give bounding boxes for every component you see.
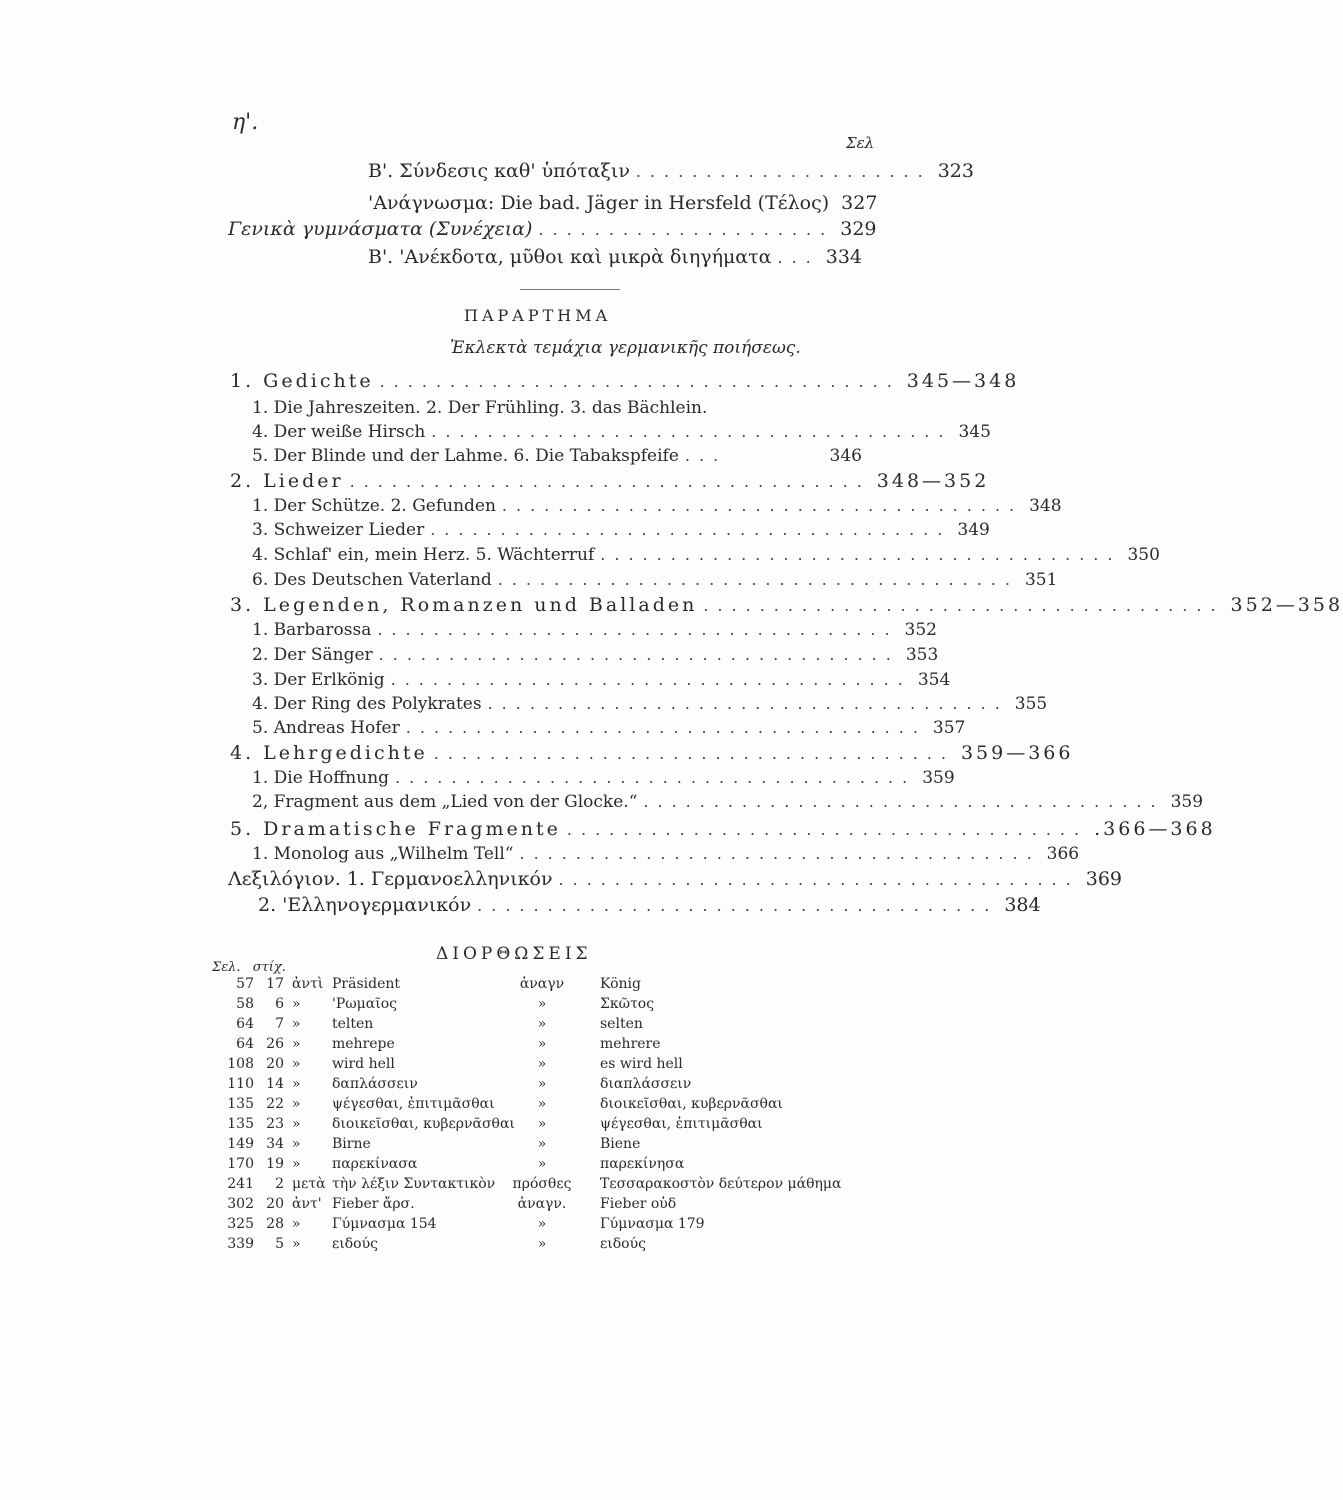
leader-dots: ..................................... xyxy=(377,620,899,639)
entry-label: 5. Andreas Hofer xyxy=(252,718,400,738)
entry-label: 3. Legenden, Romanzen und Balladen xyxy=(230,594,698,616)
errata-corr: πρόσθες xyxy=(512,1176,572,1192)
section-row xyxy=(230,742,1074,764)
leader-dots: ..................................... xyxy=(497,570,1019,589)
errata-corr: » xyxy=(537,1156,547,1172)
entry-label: 4. Der weiße Hirsch xyxy=(252,422,426,442)
entry-row xyxy=(252,496,1062,516)
entry-label: 4. Lehrgedichte xyxy=(230,742,428,764)
entry-row xyxy=(252,645,939,665)
leader-dots: ..................................... xyxy=(433,744,955,763)
section-row xyxy=(230,370,1020,392)
errata-corr: » xyxy=(537,1096,547,1112)
toc-label: 'Ανάγνωσμα: Die bad. Jäger in Hersfeld (Τέλος) xyxy=(368,192,830,214)
leader-dots: ..................................... xyxy=(378,645,900,664)
errata-page: 135 xyxy=(227,1096,254,1112)
errata-instead: » xyxy=(292,1156,301,1172)
errata-page: 64 xyxy=(236,1036,254,1052)
entry-row xyxy=(252,844,1080,864)
errata-line: 17 xyxy=(266,976,284,992)
entry-page: 353 xyxy=(905,645,939,665)
errata-row xyxy=(212,1176,862,1194)
errata-corr: » xyxy=(537,1236,547,1252)
leader-dots: ..................................... xyxy=(431,422,953,441)
errata-wrong: Birne xyxy=(332,1136,371,1152)
errata-line: 20 xyxy=(266,1056,284,1072)
leader-dots: ..................................... xyxy=(390,670,912,689)
errata-row xyxy=(212,1016,862,1034)
errata-instead: ἀντὶ xyxy=(292,976,324,992)
entry-label: 2. 'Ελληνογερμανικόν xyxy=(258,894,472,916)
errata-row xyxy=(212,1036,862,1054)
errata-right: Biene xyxy=(600,1136,641,1152)
entry-row xyxy=(252,694,1048,714)
errata-row xyxy=(212,1236,862,1254)
errata-page: 241 xyxy=(227,1176,254,1192)
errata-instead: » xyxy=(292,1036,301,1052)
errata-wrong: παρεκίνασα xyxy=(332,1156,418,1172)
leader-dots: ..................................... xyxy=(379,372,901,391)
entry-row xyxy=(252,718,966,738)
leader-dots: ..................................... xyxy=(405,718,927,737)
toc-page: 323 xyxy=(937,160,974,182)
entry-page: 348 xyxy=(1029,496,1062,516)
errata-corr: » xyxy=(537,1076,547,1092)
errata-page: 108 xyxy=(227,1056,254,1072)
entry-row xyxy=(252,446,862,466)
leader-dots: ..................................... xyxy=(430,520,952,539)
leader-dots: ..................................... xyxy=(643,792,1165,811)
errata-line: 19 xyxy=(266,1156,284,1172)
errata-line: 2 xyxy=(275,1176,284,1192)
errata-wrong: διοικεῖσθαι, κυβερνᾶσθαι xyxy=(332,1116,515,1132)
errata-instead: » xyxy=(292,1116,301,1132)
errata-corr: ἀναγν. xyxy=(517,1196,567,1212)
errata-right: διοικεῖσθαι, κυβερνᾶσθαι xyxy=(600,1096,783,1112)
entry-label: 2. Lieder xyxy=(230,470,344,492)
errata-row xyxy=(212,1156,862,1174)
leader-dots: ..................................... xyxy=(349,472,871,491)
errata-row xyxy=(212,1116,862,1134)
leader-dots: ..................................... xyxy=(477,896,999,915)
entry-page: 369 xyxy=(1085,868,1122,890)
entry-page: 357 xyxy=(932,718,966,738)
errata-page: 302 xyxy=(227,1196,254,1212)
entry-label: 2. Der Sänger xyxy=(252,645,373,665)
section-row xyxy=(230,818,1216,840)
entry-label: Λεξιλόγιον. 1. Γερμανοελληνικόν xyxy=(228,868,553,890)
errata-line: 22 xyxy=(266,1096,284,1112)
toc-page: 327 xyxy=(841,192,878,214)
entry-page: .366—368 xyxy=(1094,818,1216,840)
errata-row xyxy=(212,1216,862,1234)
entry-page: 348—352 xyxy=(876,470,990,492)
errata-wrong: ειδούς xyxy=(332,1236,378,1252)
errata-right: es wird hell xyxy=(600,1056,683,1072)
errata-page: 58 xyxy=(236,996,254,1012)
errata-row xyxy=(212,1136,862,1154)
errata-row xyxy=(212,1096,862,1114)
leader-dots: ..................................... xyxy=(519,844,1041,863)
errata-right: Σκῶτος xyxy=(600,996,655,1012)
errata-wrong: Γύμνασμα 154 xyxy=(332,1216,437,1232)
entry-label: 3. Schweizer Lieder xyxy=(252,520,425,540)
entry-label: 1. Die Jahreszeiten. 2. Der Frühling. 3. das Bächlein. xyxy=(252,398,708,418)
toc-label: B'. 'Ανέκδοτα, μῦθοι καὶ μικρὰ διηγήματα xyxy=(368,246,772,268)
errata-corr: » xyxy=(537,996,547,1012)
entry-label: 3. Der Erlkönig xyxy=(252,670,385,690)
errata-right: Γύμνασμα 179 xyxy=(600,1216,705,1232)
toc-row xyxy=(368,160,974,182)
toc-label: B'. Σύνδεσις καθ' ὑπόταξιν xyxy=(368,160,630,182)
errata-header xyxy=(212,960,286,975)
errata-right: Fieber οὐδ xyxy=(600,1196,677,1212)
leader-dots: ..................................... xyxy=(395,768,917,787)
errata-line: 26 xyxy=(266,1036,284,1052)
entry-row xyxy=(252,768,955,788)
errata-page: 170 xyxy=(227,1156,254,1172)
entry-page: 355 xyxy=(1014,694,1048,714)
errata-line: 5 xyxy=(275,1236,284,1252)
errata-wrong: mehrepe xyxy=(332,1036,395,1052)
toc-row xyxy=(368,246,862,268)
errata-instead: » xyxy=(292,1236,301,1252)
entry-page: 354 xyxy=(917,670,951,690)
errata-wrong: δαπλάσσειν xyxy=(332,1076,418,1092)
entry-row xyxy=(252,545,1160,565)
errata-right: Τεσσαρακοστὸν δεύτερον μάθημα xyxy=(600,1176,842,1192)
errata-row xyxy=(212,996,862,1014)
errata-row xyxy=(212,976,862,994)
section-row xyxy=(230,470,990,492)
errata-line: 6 xyxy=(275,996,284,1012)
errata-line: 23 xyxy=(266,1116,284,1132)
errata-page: 110 xyxy=(227,1076,254,1092)
leader-dots: ..................................... xyxy=(501,496,1024,515)
errata-right: ψέγεσθαι, ἐπιτιμᾶσθαι xyxy=(600,1116,763,1132)
errata-page: 339 xyxy=(227,1236,254,1252)
errata-line: 14 xyxy=(266,1076,284,1092)
leader-dots: ..................... xyxy=(538,220,835,239)
entry-row xyxy=(252,670,951,690)
toc-page: 329 xyxy=(840,218,877,240)
errata-corr: » xyxy=(537,1036,547,1052)
entry-page: 349 xyxy=(957,520,990,540)
entry-page: 345 xyxy=(958,422,991,442)
entry-label: 2, Fragment aus dem „Lied von der Glocke.“ xyxy=(252,792,638,812)
entry-label: 4. Schlaf' ein, mein Herz. 5. Wächterruf xyxy=(252,545,595,565)
errata-line: 7 xyxy=(275,1016,284,1032)
entry-page: 346 xyxy=(829,446,862,466)
errata-corr: » xyxy=(537,1216,547,1232)
entry-page: 384 xyxy=(1004,894,1041,916)
errata-wrong: Präsident xyxy=(332,976,401,992)
errata-line: 28 xyxy=(266,1216,284,1232)
errata-instead: ἀντ' xyxy=(292,1196,322,1212)
toc-row xyxy=(368,192,878,214)
page-marker: η'. xyxy=(232,110,259,135)
errata-corr: » xyxy=(537,1016,547,1032)
errata-corr: » xyxy=(537,1116,547,1132)
entry-label: 5. Dramatische Fragmente xyxy=(230,818,561,840)
errata-instead: » xyxy=(292,996,301,1012)
errata-right: König xyxy=(600,976,641,992)
errata-page: 149 xyxy=(227,1136,254,1152)
errata-page: 64 xyxy=(236,1016,254,1032)
entry-row xyxy=(252,570,1058,590)
entry-row xyxy=(252,792,1204,812)
appendix-title: ΠΑΡΑΡΤΗΜΑ xyxy=(464,306,612,325)
leader-dots: ... xyxy=(777,248,820,267)
entry-label: 1. Monolog aus „Wilhelm Tell“ xyxy=(252,844,514,864)
page-column-header: Σελ xyxy=(846,134,875,152)
leader-dots: ..................................... xyxy=(566,820,1089,839)
errata-row xyxy=(212,1076,862,1094)
section-row xyxy=(230,594,1343,616)
entry-page: 366 xyxy=(1046,844,1080,864)
errata-right: παρεκίνησα xyxy=(600,1156,685,1172)
errata-wrong: Fieber ἄρσ. xyxy=(332,1196,415,1212)
errata-corr: » xyxy=(537,1056,547,1072)
errata-instead: » xyxy=(292,1056,301,1072)
errata-col-sel: Σελ. xyxy=(212,960,241,975)
leader-dots: ..................................... xyxy=(703,596,1225,615)
entry-row xyxy=(252,398,862,418)
errata-wrong: wird hell xyxy=(332,1056,395,1072)
errata-right: ειδούς xyxy=(600,1236,646,1252)
toc-row xyxy=(228,218,877,240)
errata-title: ΔΙΟΡΘΩΣΕΙΣ xyxy=(436,944,592,964)
errata-corr: » xyxy=(537,1136,547,1152)
divider xyxy=(520,289,620,290)
errata-corr: ἀναγν xyxy=(519,976,565,992)
errata-wrong: telten xyxy=(332,1016,374,1032)
entry-page: 359—366 xyxy=(960,742,1074,764)
leader-dots: ..................................... xyxy=(600,545,1122,564)
toc-label: Γενικὰ γυμνάσματα (Συνέχεια) xyxy=(228,218,533,240)
entry-label: 1. Gedichte xyxy=(230,370,374,392)
leader-dots: ... xyxy=(684,446,728,465)
entry-label: 1. Die Hoffnung xyxy=(252,768,390,788)
errata-instead: » xyxy=(292,1016,301,1032)
entry-page: 352 xyxy=(904,620,937,640)
errata-right: mehrere xyxy=(600,1036,661,1052)
entry-label: 1. Der Schütze. 2. Gefunden xyxy=(252,496,496,516)
errata-right: selten xyxy=(600,1016,643,1032)
entry-row xyxy=(258,894,1041,916)
errata-line: 34 xyxy=(266,1136,284,1152)
errata-page: 57 xyxy=(236,976,254,992)
errata-wrong: τὴν λέξιν Συντακτικὸν xyxy=(332,1176,496,1192)
entry-row xyxy=(252,422,991,442)
errata-row xyxy=(212,1056,862,1074)
entry-page: 351 xyxy=(1024,570,1058,590)
leader-dots: ..................................... xyxy=(487,694,1009,713)
entry-label: 5. Der Blinde und der Lahme. 6. Die Tabakspfeife xyxy=(252,446,679,466)
errata-instead: » xyxy=(292,1216,301,1232)
entry-label: 6. Des Deutschen Vaterland xyxy=(252,570,492,590)
entry-label: 4. Der Ring des Polykrates xyxy=(252,694,482,714)
toc-page: 334 xyxy=(825,246,863,268)
errata-line: 20 xyxy=(266,1196,284,1212)
errata-instead: » xyxy=(292,1136,301,1152)
errata-wrong: ψέγεσθαι, ἐπιτιμᾶσθαι xyxy=(332,1096,495,1112)
errata-page: 135 xyxy=(227,1116,254,1132)
leader-dots: ..................................... xyxy=(558,870,1080,889)
errata-page: 325 xyxy=(227,1216,254,1232)
entry-page: 345—348 xyxy=(906,370,1020,392)
errata-row xyxy=(212,1196,862,1214)
errata-col-line: στίχ. xyxy=(252,960,286,975)
errata-right: διαπλάσσειν xyxy=(600,1076,692,1092)
entry-page: 359 xyxy=(1170,792,1204,812)
entry-page: 359 xyxy=(922,768,955,788)
entry-label: 1. Barbarossa xyxy=(252,620,372,640)
leader-dots: ..................... xyxy=(635,162,932,181)
errata-instead: » xyxy=(292,1076,301,1092)
errata-wrong: 'Ρωμαῖος xyxy=(332,996,397,1012)
entry-row xyxy=(228,868,1122,890)
errata-instead: μετὰ xyxy=(292,1176,326,1192)
entry-row xyxy=(252,620,937,640)
errata-instead: » xyxy=(292,1096,301,1112)
entry-page: 350 xyxy=(1127,545,1160,565)
entry-row xyxy=(252,520,990,540)
entry-page: 352—358 xyxy=(1230,594,1343,616)
appendix-subtitle: Ἐκλεκτὰ τεμάχια γερμανικῆς ποιήσεως. xyxy=(450,338,801,358)
